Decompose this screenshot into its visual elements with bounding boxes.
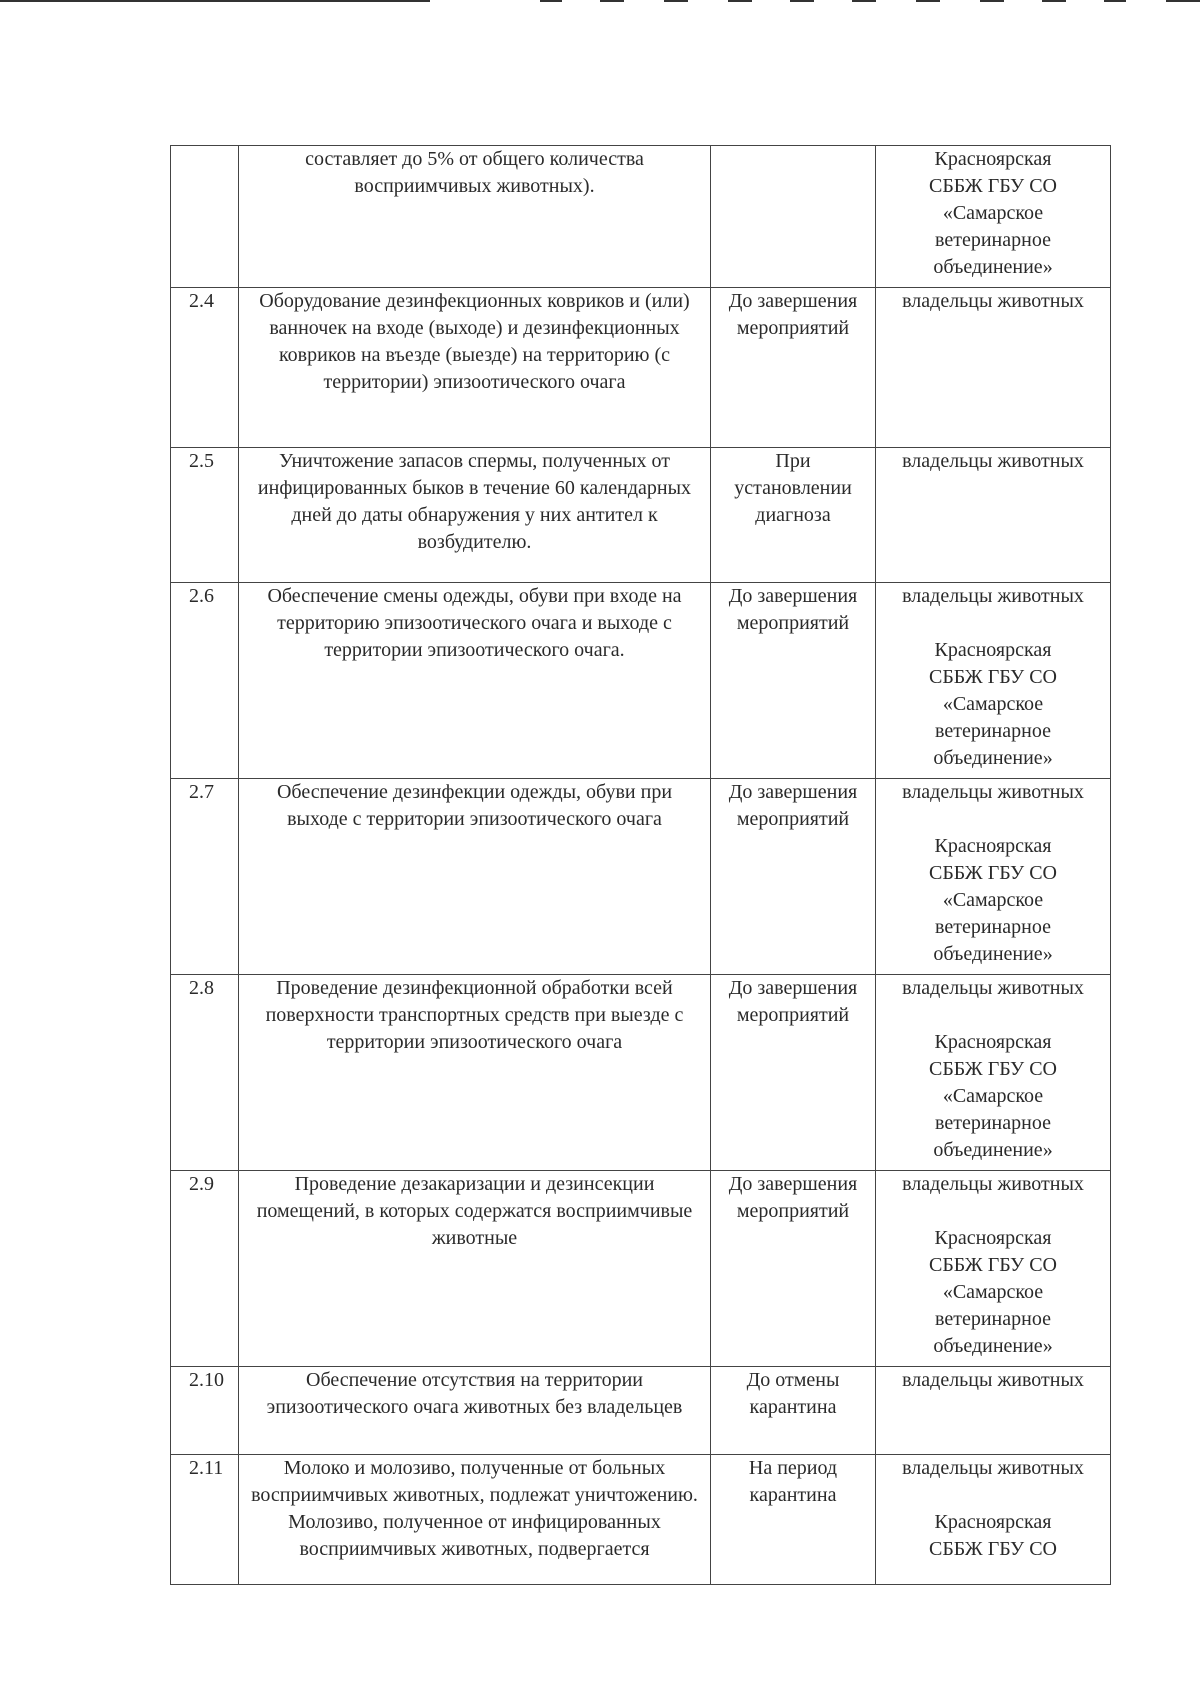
responsible-cell: [876, 975, 1111, 1171]
responsible-cell: [876, 288, 1111, 448]
responsible-organization-line: «Самарское: [942, 889, 1044, 911]
measure-text: Обеспечение отсутствия на территории эпизоотического очага животных без владельцев: [239, 1367, 711, 1455]
row-number: 2.4: [171, 288, 239, 448]
table-row: [171, 1455, 1111, 1585]
measure-text: Уничтожение запасов спермы, полученных от инфицированных быков в течение 60 календарных дней до даты обнаружения у них антител к возбудителю.: [239, 448, 711, 583]
term-text: До завершения мероприятий: [711, 779, 876, 975]
responsible-cell: [876, 1367, 1111, 1455]
responsible-organization-line: ветеринарное: [935, 720, 1051, 742]
responsible-organization-line: СББЖ ГБУ СО: [928, 862, 1058, 884]
spacer: [882, 610, 1104, 637]
row-number: 2.9: [171, 1171, 239, 1367]
responsible-organization-line: объединение»: [933, 1139, 1053, 1161]
spacer: [882, 1482, 1104, 1509]
responsible-organization-line: Красноярская: [934, 148, 1052, 170]
responsible-organization-line: «Самарское: [942, 1085, 1044, 1107]
table-row: [171, 1171, 1111, 1367]
responsible-owners: владельцы животных: [902, 781, 1084, 803]
responsible-organization-line: объединение»: [933, 256, 1053, 278]
row-number: [171, 146, 239, 288]
responsible-organization-line: объединение»: [933, 1335, 1053, 1357]
table-row: [171, 779, 1111, 975]
responsible-organization-line: Красноярская: [934, 1031, 1052, 1053]
measures-table: [170, 145, 1111, 1585]
term-text: [711, 146, 876, 288]
responsible-organization-line: объединение»: [933, 747, 1053, 769]
row-number: 2.7: [171, 779, 239, 975]
responsible-owners: владельцы животных: [902, 585, 1084, 607]
table-row: [171, 146, 1111, 288]
term-text: До завершения мероприятий: [711, 975, 876, 1171]
measure-text: Оборудование дезинфекционных ковриков и (или) ванночек на входе (выходе) и дезинфекционных ковриков на въезде (выезде) на территорию (с территории) эпизоотического очага: [239, 288, 711, 448]
responsible-organization-line: ветеринарное: [935, 1308, 1051, 1330]
measure-text: Проведение дезинфекционной обработки всей поверхности транспортных средств при выезде с территории эпизоотического очага: [239, 975, 711, 1171]
term-text: До отмены карантина: [711, 1367, 876, 1455]
responsible-organization-line: Красноярская: [934, 1511, 1052, 1533]
row-number: 2.10: [171, 1367, 239, 1455]
responsible-owners: владельцы животных: [902, 977, 1084, 999]
responsible-owners: владельцы животных: [902, 1369, 1084, 1391]
responsible-organization-line: СББЖ ГБУ СО: [928, 1254, 1058, 1276]
term-text: На период карантина: [711, 1455, 876, 1585]
measure-text: Проведение дезакаризации и дезинсекции помещений, в которых содержатся восприимчивые животные: [239, 1171, 711, 1367]
scan-edge-marks: [0, 0, 1200, 8]
table-row: [171, 448, 1111, 583]
responsible-owners: владельцы животных: [902, 450, 1084, 472]
measure-text: Обеспечение смены одежды, обуви при входе на территорию эпизоотического очага и выходе с территории эпизоотического очага.: [239, 583, 711, 779]
responsible-organization-line: СББЖ ГБУ СО: [928, 666, 1058, 688]
row-number: 2.11: [171, 1455, 239, 1585]
responsible-owners: владельцы животных: [902, 1457, 1084, 1479]
measure-text: Обеспечение дезинфекции одежды, обуви при выходе с территории эпизоотического очага: [239, 779, 711, 975]
responsible-organization-line: Красноярская: [934, 639, 1052, 661]
responsible-cell: [876, 448, 1111, 583]
measures-table-body: [171, 146, 1111, 1585]
table-row: [171, 975, 1111, 1171]
term-text: До завершения мероприятий: [711, 1171, 876, 1367]
responsible-organization-line: ветеринарное: [935, 916, 1051, 938]
responsible-organization-line: «Самарское: [942, 1281, 1044, 1303]
measure-text: Молоко и молозиво, полученные от больных восприимчивых животных, подлежат уничтожению. Молозиво, полученное от инфицированных восприимчивых животных, подвергается: [239, 1455, 711, 1585]
table-row: [171, 583, 1111, 779]
row-number: 2.8: [171, 975, 239, 1171]
responsible-cell: [876, 583, 1111, 779]
responsible-organization-line: ветеринарное: [935, 1112, 1051, 1134]
responsible-organization-line: Красноярская: [934, 1227, 1052, 1249]
responsible-cell: [876, 1171, 1111, 1367]
responsible-organization-line: «Самарское: [942, 693, 1044, 715]
responsible-owners: владельцы животных: [902, 290, 1084, 312]
spacer: [882, 1198, 1104, 1225]
row-number: 2.6: [171, 583, 239, 779]
measure-text: составляет до 5% от общего количества восприимчивых животных).: [239, 146, 711, 288]
table-row: [171, 1367, 1111, 1455]
responsible-organization-line: ветеринарное: [935, 229, 1051, 251]
responsible-organization-line: Красноярская: [934, 835, 1052, 857]
row-number: 2.5: [171, 448, 239, 583]
responsible-owners: владельцы животных: [902, 1173, 1084, 1195]
spacer: [882, 806, 1104, 833]
table-row: [171, 288, 1111, 448]
responsible-organization-line: «Самарское: [942, 202, 1044, 224]
term-text: До завершения мероприятий: [711, 288, 876, 448]
responsible-cell: [876, 1455, 1111, 1585]
responsible-organization-line: СББЖ ГБУ СО: [928, 1538, 1058, 1560]
term-text: До завершения мероприятий: [711, 583, 876, 779]
spacer: [882, 1002, 1104, 1029]
responsible-organization-line: СББЖ ГБУ СО: [928, 1058, 1058, 1080]
responsible-cell: [876, 146, 1111, 288]
term-text: При установлении диагноза: [711, 448, 876, 583]
responsible-organization-line: СББЖ ГБУ СО: [928, 175, 1058, 197]
responsible-organization-line: объединение»: [933, 943, 1053, 965]
responsible-cell: [876, 779, 1111, 975]
